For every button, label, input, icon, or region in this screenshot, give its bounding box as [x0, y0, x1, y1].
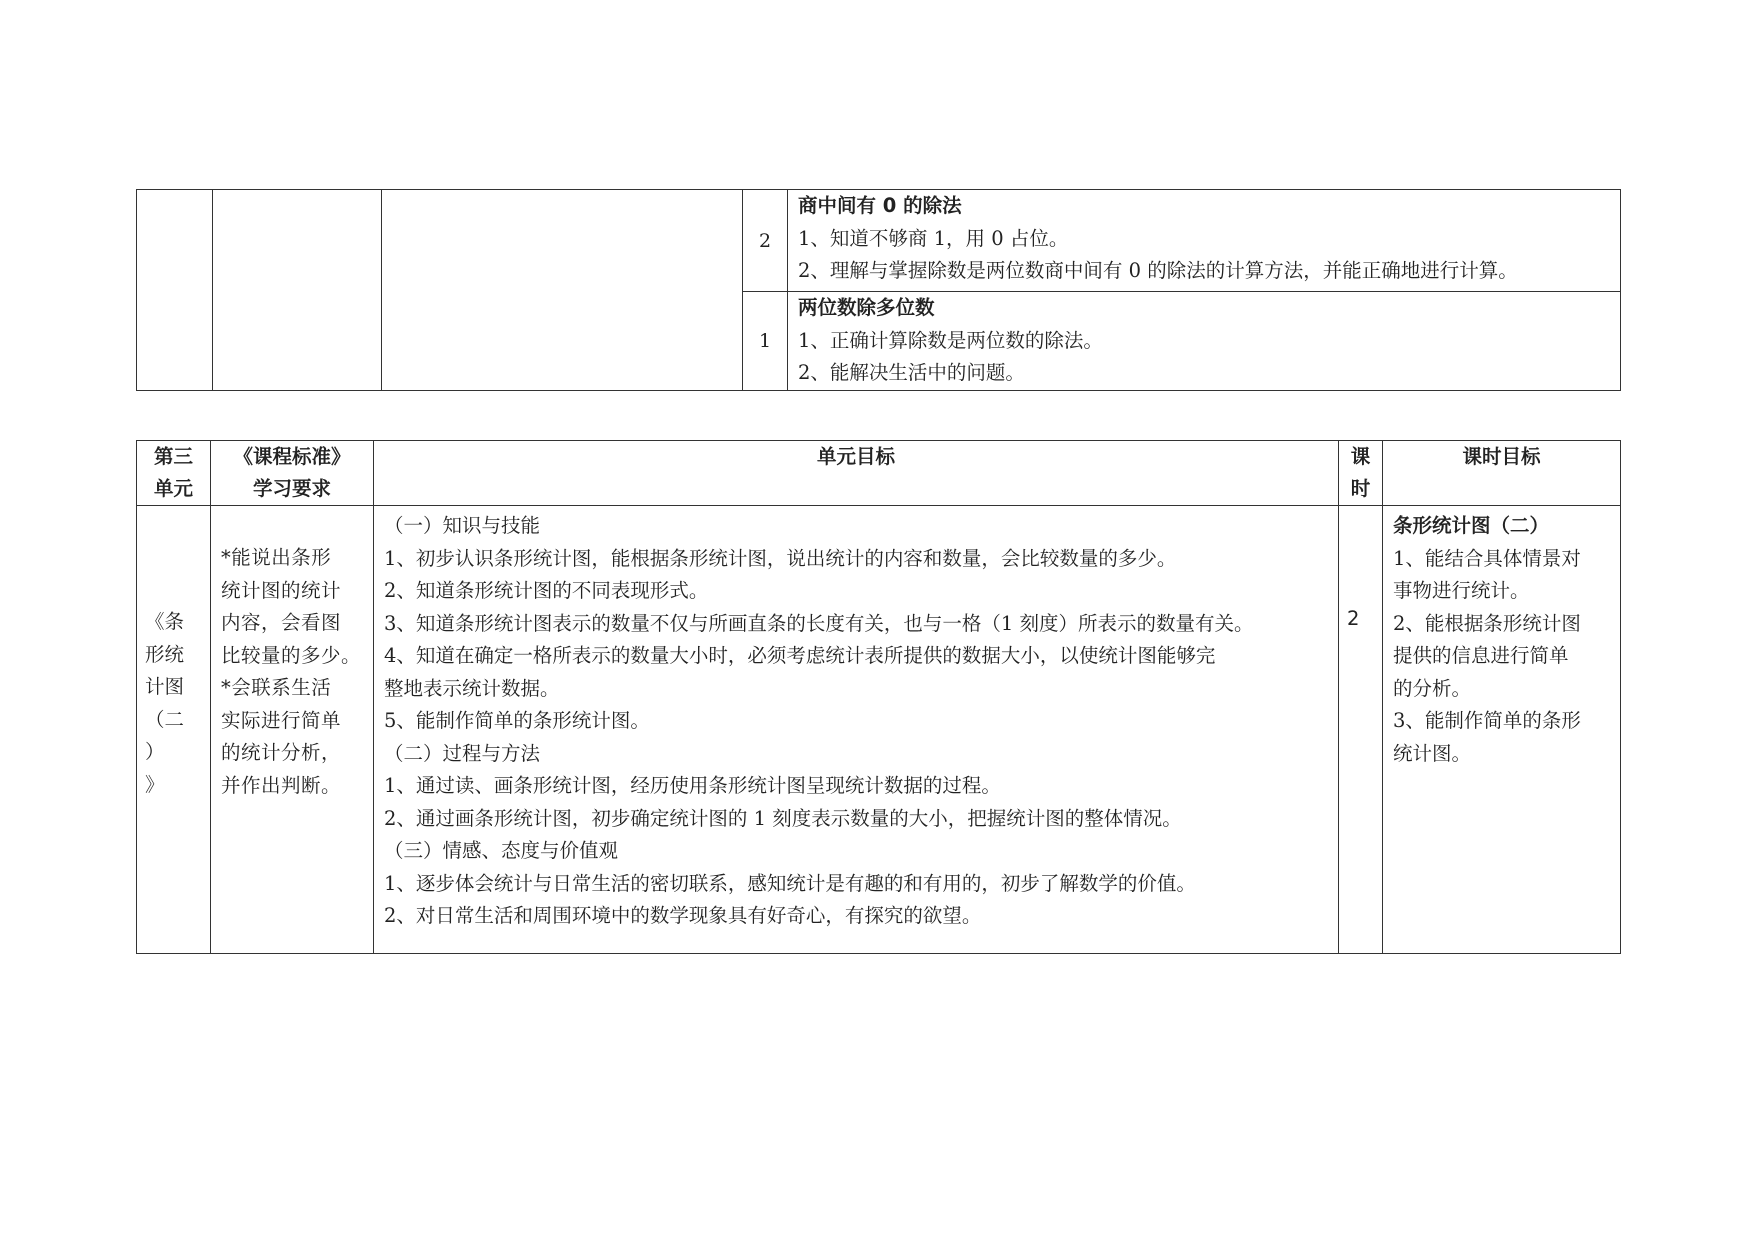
unit-three-table — [136, 440, 1621, 954]
lesson-goal-line: 的分析。 — [1393, 676, 1472, 700]
lesson-goal-line: 3、能制作简单的条形 — [1393, 709, 1581, 732]
unit-name-line: （二 — [145, 707, 185, 731]
lesson-goal-line: 提供的信息进行简单 — [1393, 644, 1569, 667]
goal-line: 整地表示统计数据。 — [384, 676, 560, 700]
requirement-line: *能说出条形 — [221, 546, 332, 569]
lesson-goal-line: 1、能结合具体情景对 — [1393, 546, 1581, 570]
lesson-goal-line: 统计图。 — [1393, 741, 1472, 765]
goal-line: 2、通过画条形统计图，初步确定统计图的 1 刻度表示数量的大小，把握统计图的整体情况。 — [384, 806, 1182, 830]
hours-value: 2 — [1347, 607, 1360, 630]
lesson-goals-cell — [1383, 506, 1621, 954]
hours-cell: 1 — [743, 292, 788, 391]
requirements-cell — [211, 506, 374, 954]
empty-standard-cell — [213, 190, 382, 391]
unit-header-line: 第三 — [153, 445, 193, 468]
unit-goals-cell — [374, 506, 1339, 954]
goals-header: 单元目标 — [374, 441, 1339, 506]
hours-cell: 2 — [743, 190, 788, 292]
unit-name-line: 计图 — [145, 675, 185, 698]
table-row — [137, 506, 1621, 954]
table-row — [137, 190, 1621, 292]
goal-line: 4、知道在确定一格所表示的数量大小时，必须考虑统计表所提供的数据大小，以使统计图能够完 — [384, 644, 1216, 667]
header-row — [137, 441, 1621, 506]
lesson-cell — [788, 292, 1621, 391]
standard-header — [211, 441, 374, 506]
hours-header — [1339, 441, 1383, 506]
goal-line: 2、对日常生活和周围环境中的数学现象具有好奇心，有探究的欲望。 — [384, 904, 982, 927]
requirement-line: *会联系生活 — [221, 676, 332, 699]
lesson-goal-line: 事物进行统计。 — [1393, 579, 1530, 602]
lesson-item: 2、理解与掌握除数是两位数商中间有 0 的除法的计算方法，并能正确地进行计算。 — [798, 259, 1518, 282]
lesson-goal-line: 2、能根据条形统计图 — [1393, 611, 1581, 635]
requirement-line: 的统计分析， — [221, 741, 342, 764]
unit-name-line: ） — [145, 740, 165, 763]
goal-line: 3、知道条形统计图表示的数量不仅与所画直条的长度有关，也与一格（1 刻度）所表示的数量有关。 — [384, 611, 1254, 635]
lesson-item: 1、正确计算除数是两位数的除法。 — [798, 328, 1103, 352]
unit-name-line: 《条 — [145, 610, 185, 633]
goal-line: （二）过程与方法 — [384, 741, 541, 765]
unit-name-cell — [137, 506, 211, 954]
goal-line: 1、逐步体会统计与日常生活的密切联系，感知统计是有趣的和有用的，初步了解数学的价值。 — [384, 871, 1196, 895]
hours-cell — [1339, 506, 1383, 954]
goal-line: （三）情感、态度与价值观 — [384, 839, 619, 862]
goal-line: 1、初步认识条形统计图，能根据条形统计图，说出统计的内容和数量，会比较数量的多少。 — [384, 546, 1177, 570]
unit-name-line: 》 — [145, 772, 165, 796]
goal-line: （一）知识与技能 — [384, 514, 541, 537]
goal-line: 1、通过读、画条形统计图，经历使用条形统计图呈现统计数据的过程。 — [384, 774, 1001, 797]
hours-header-line: 时 — [1350, 477, 1371, 500]
requirement-line: 内容，会看图 — [221, 611, 342, 634]
requirement-line: 并作出判断。 — [221, 773, 342, 797]
hours-header-line: 课 — [1350, 445, 1371, 468]
goal-line: 5、能制作简单的条形统计图。 — [384, 709, 650, 732]
requirement-line: 比较量的多少。 — [221, 643, 362, 667]
lesson-goals-header: 课时目标 — [1383, 441, 1621, 506]
requirement-line: 统计图的统计 — [221, 578, 342, 602]
unit-header-line: 单元 — [153, 477, 193, 500]
standard-header-line: 学习要求 — [252, 477, 331, 500]
lesson-title: 条形统计图（二） — [1393, 514, 1550, 537]
unit-name-line: 形统 — [145, 642, 185, 666]
unit-header — [137, 441, 211, 506]
lesson-title: 两位数除多位数 — [798, 296, 935, 319]
empty-unit-cell — [137, 190, 213, 391]
goal-line: 2、知道条形统计图的不同表现形式。 — [384, 579, 709, 602]
lesson-item: 2、能解决生活中的问题。 — [798, 361, 1025, 384]
division-lessons-table — [136, 189, 1621, 391]
lesson-title: 商中间有 0 的除法 — [798, 194, 962, 217]
lesson-item: 1、知道不够商 1，用 0 占位。 — [798, 226, 1069, 250]
empty-goals-cell — [382, 190, 743, 391]
requirement-line: 实际进行简单 — [221, 708, 342, 732]
lesson-cell — [788, 190, 1621, 292]
standard-header-line: 《课程标准》 — [233, 445, 351, 468]
